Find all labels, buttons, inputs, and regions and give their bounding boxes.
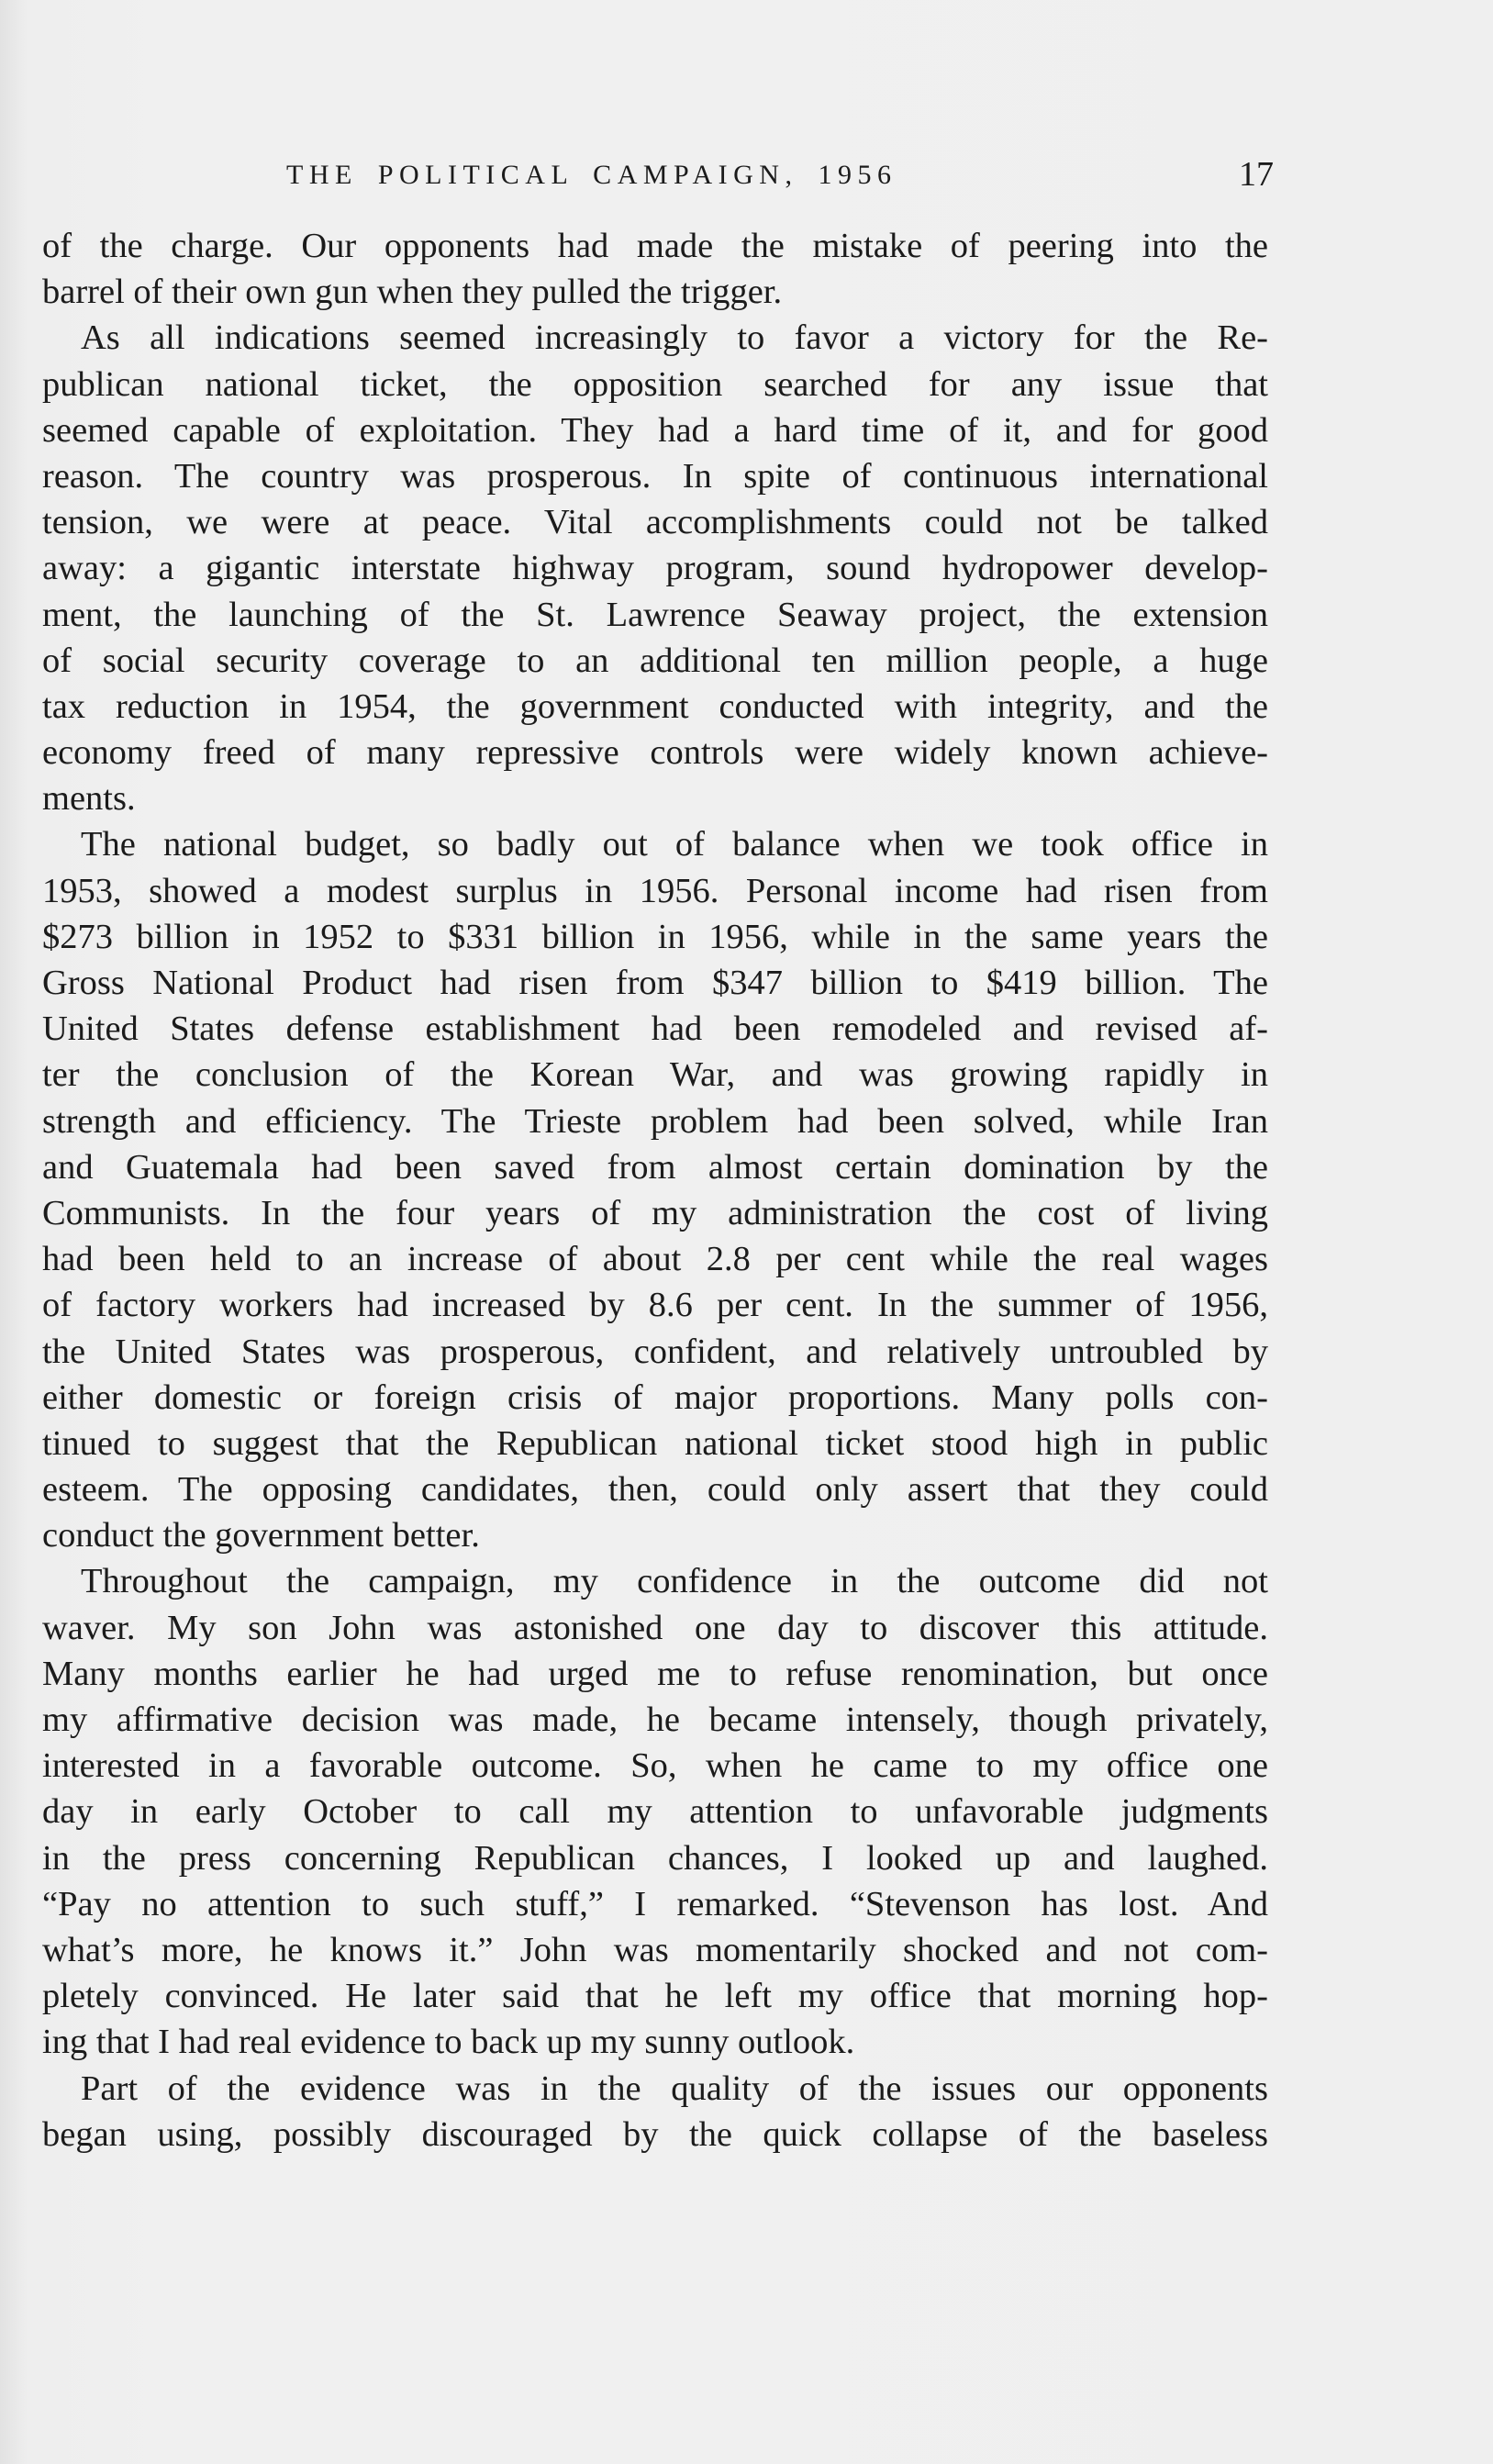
text-line: away: a gigantic interstate highway program, sound hydropower develop-: [42, 549, 1268, 588]
text-line: began using, possibly discouraged by the quick collapse of the baseless: [42, 2114, 1268, 2154]
text-line: either domestic or foreign crisis of major proportions. Many polls con-: [42, 1377, 1268, 1417]
text-line: tax reduction in 1954, the government conducted with integrity, and the: [42, 686, 1268, 726]
paragraph: [42, 315, 1268, 821]
body-text: [42, 223, 1268, 2157]
text-line: “Pay no attention to such stuff,” I remarked. “Stevenson has lost. And: [42, 1884, 1268, 1923]
paragraph: [42, 223, 1268, 315]
text-line: Communists. In the four years of my administration the cost of living: [42, 1193, 1268, 1232]
text-line: of the charge. Our opponents had made the mistake of peering into the: [42, 227, 1268, 265]
text-line: ments.: [42, 779, 136, 819]
text-line: interested in a favorable outcome. So, when he came to my office one: [42, 1746, 1268, 1786]
text-line: and Guatemala had been saved from almost certain domination by the: [42, 1147, 1268, 1187]
text-line: had been held to an increase of about 2.8 per cent while the real wages: [42, 1240, 1268, 1279]
text-line: tension, we were at peace. Vital accomplishments could not be talked: [42, 503, 1268, 542]
text-line: day in early October to call my attention to unfavorable judgments: [42, 1792, 1268, 1832]
text-line: Gross National Product had risen from $347 billion to $419 billion. The: [42, 964, 1268, 1002]
text-line: in the press concerning Republican chances, I looked up and laughed.: [42, 1838, 1268, 1878]
paragraph: [42, 2066, 1268, 2157]
text-line: reason. The country was prosperous. In spite of continuous international: [42, 456, 1268, 496]
text-line: Many months earlier he had urged me to refuse renomination, but once: [42, 1654, 1268, 1693]
text-line: pletely convinced. He later said that he left my office that morning hop-: [42, 1977, 1268, 2016]
text-line: my affirmative decision was made, he became intensely, though privately,: [42, 1700, 1268, 1739]
text-line: of factory workers had increased by 8.6 per cent. In the summer of 1956,: [42, 1286, 1268, 1325]
running-head: [286, 154, 1274, 200]
text-line: As all indications seemed increasingly to favor a victory for the Re-: [81, 318, 1268, 358]
text-line: Part of the evidence was in the quality of the issues our opponents: [81, 2068, 1268, 2108]
text-line: esteem. The opposing candidates, then, could only assert that they could: [42, 1470, 1268, 1510]
text-line: ing that I had real evidence to back up my sunny outlook.: [42, 2023, 855, 2062]
text-line: of social security coverage to an additional ten million people, a huge: [42, 641, 1268, 680]
text-line: publican national ticket, the opposition searched for any issue that: [42, 364, 1268, 404]
text-line: United States defense establishment had been remodeled and revised af-: [42, 1009, 1268, 1049]
text-line: seemed capable of exploitation. They had a hard time of it, and for good: [42, 410, 1268, 450]
text-line: ment, the launching of the St. Lawrence Seaway project, the extension: [42, 595, 1268, 634]
running-title: THE POLITICAL CAMPAIGN, 1956: [286, 160, 897, 190]
text-line: the United States was prosperous, confident, and relatively untroubled by: [42, 1332, 1268, 1371]
paragraph: [42, 821, 1268, 1558]
text-line: tinued to suggest that the Republican national ticket stood high in public: [42, 1423, 1268, 1463]
text-line: strength and efficiency. The Trieste problem had been solved, while Iran: [42, 1101, 1268, 1141]
text-line: barrel of their own gun when they pulled the trigger.: [42, 273, 783, 312]
text-line: The national budget, so badly out of balance when we took office in: [81, 825, 1268, 864]
text-line: what’s more, he knows it.” John was momentarily shocked and not com-: [42, 1930, 1268, 1969]
text-line: $273 billion in 1952 to $331 billion in 1956, while in the same years the: [42, 917, 1268, 956]
page-number: 17: [1239, 155, 1274, 194]
text-line: conduct the government better.: [42, 1516, 480, 1555]
text-line: economy freed of many repressive controls were widely known achieve-: [42, 733, 1268, 773]
text-line: 1953, showed a modest surplus in 1956. Personal income had risen from: [42, 871, 1268, 910]
paragraph: [42, 1558, 1268, 2065]
text-line: Throughout the campaign, my confidence in the outcome did not: [81, 1562, 1268, 1601]
text-line: waver. My son John was astonished one day to discover this attitude.: [42, 1608, 1268, 1647]
text-line: ter the conclusion of the Korean War, and was growing rapidly in: [42, 1055, 1268, 1095]
